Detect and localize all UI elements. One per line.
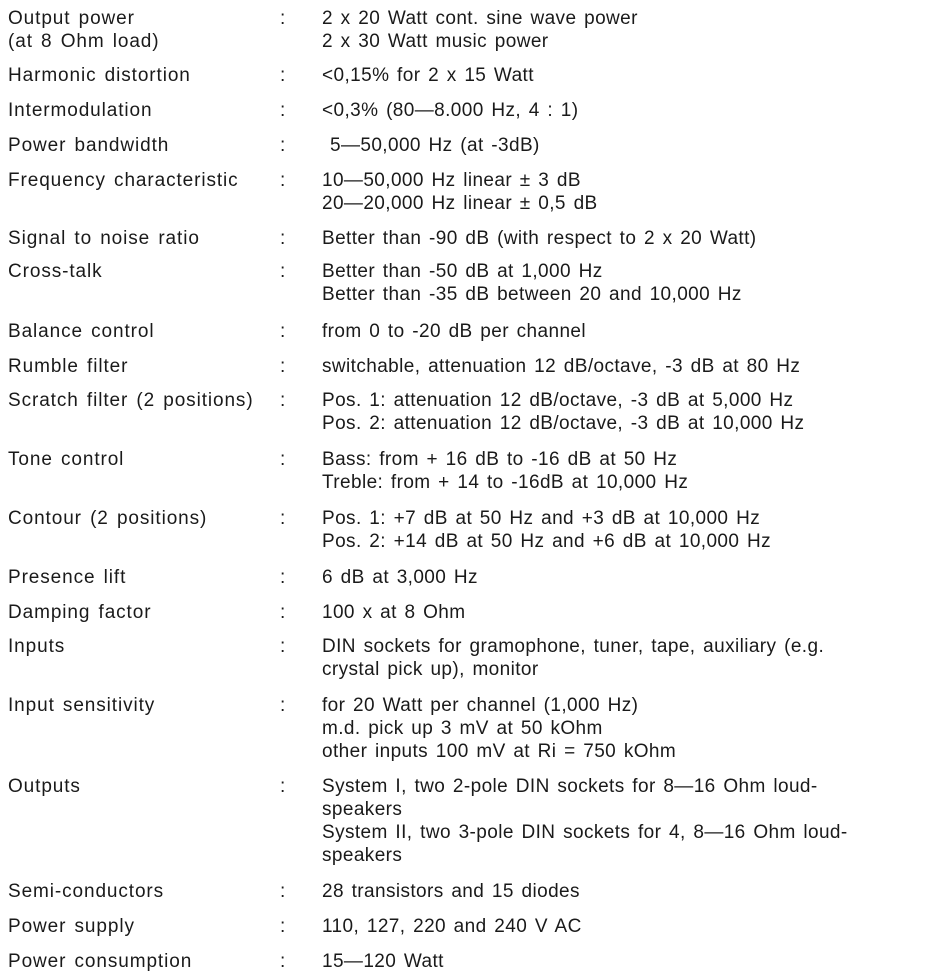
spec-value: System I, two 2-pole DIN sockets for 8—16 Ohm loud- speakers System II, two 3-pole DIN sockets for 4, 8—16 Ohm loud- speakers <box>322 776 848 866</box>
spec-colon: : <box>280 261 286 282</box>
spec-value: 100 x at 8 Ohm <box>322 602 466 623</box>
spec-colon: : <box>280 695 286 716</box>
spec-label: Inputs <box>8 636 66 657</box>
spec-colon: : <box>280 390 286 411</box>
spec-value: Bass: from + 16 dB to -16 dB at 50 Hz Treble: from + 14 to -16dB at 10,000 Hz <box>322 449 689 493</box>
spec-value: <0,3% (80—8.000 Hz, 4 : 1) <box>322 100 579 121</box>
spec-colon: : <box>280 567 286 588</box>
spec-label: Frequency characteristic <box>8 170 239 191</box>
spec-colon: : <box>280 321 286 342</box>
spec-label: Harmonic distortion <box>8 65 191 86</box>
spec-value: 2 x 20 Watt cont. sine wave power 2 x 30 Watt music power <box>322 8 638 52</box>
spec-label: Intermodulation <box>8 100 153 121</box>
spec-value: 10—50,000 Hz linear ± 3 dB 20—20,000 Hz linear ± 0,5 dB <box>322 170 598 214</box>
spec-colon: : <box>280 8 286 29</box>
spec-colon: : <box>280 602 286 623</box>
spec-label: Balance control <box>8 321 155 342</box>
spec-label: Semi-conductors <box>8 881 165 902</box>
spec-colon: : <box>280 776 286 797</box>
spec-label: Outputs <box>8 776 81 797</box>
spec-label: Presence lift <box>8 567 127 588</box>
spec-value: 28 transistors and 15 diodes <box>322 881 580 902</box>
spec-value: <0,15% for 2 x 15 Watt <box>322 65 534 86</box>
spec-value: Pos. 1: attenuation 12 dB/octave, -3 dB at 5,000 Hz Pos. 2: attenuation 12 dB/octave, -3 dB at 10,000 Hz <box>322 390 805 434</box>
spec-value: switchable, attenuation 12 dB/octave, -3 dB at 80 Hz <box>322 356 801 377</box>
spec-label: Input sensitivity <box>8 695 156 716</box>
spec-value: 5—50,000 Hz (at -3dB) <box>330 135 540 156</box>
spec-label: Rumble filter <box>8 356 129 377</box>
spec-label: Signal to noise ratio <box>8 228 200 249</box>
spec-colon: : <box>280 449 286 470</box>
spec-colon: : <box>280 228 286 249</box>
spec-value: DIN sockets for gramophone, tuner, tape, auxiliary (e.g. crystal pick up), monitor <box>322 636 825 680</box>
spec-colon: : <box>280 65 286 86</box>
spec-label: Damping factor <box>8 602 152 623</box>
spec-value: 15—120 Watt <box>322 951 444 972</box>
spec-colon: : <box>280 100 286 121</box>
spec-colon: : <box>280 508 286 529</box>
spec-value: from 0 to -20 dB per channel <box>322 321 587 342</box>
spec-label: Contour (2 positions) <box>8 508 208 529</box>
spec-label: Tone control <box>8 449 125 470</box>
spec-value: Better than -90 dB (with respect to 2 x 20 Watt) <box>322 228 757 249</box>
spec-label: Output power (at 8 Ohm load) <box>8 8 160 52</box>
spec-colon: : <box>280 135 286 156</box>
spec-value: for 20 Watt per channel (1,000 Hz) m.d. pick up 3 mV at 50 kOhm other inputs 100 mV at Ri = 750 kOhm <box>322 695 677 762</box>
spec-colon: : <box>280 170 286 191</box>
spec-value: Better than -50 dB at 1,000 Hz Better than -35 dB between 20 and 10,000 Hz <box>322 261 742 305</box>
spec-colon: : <box>280 951 286 972</box>
spec-label: Power consumption <box>8 951 193 972</box>
spec-colon: : <box>280 916 286 937</box>
spec-value: 6 dB at 3,000 Hz <box>322 567 478 588</box>
spec-colon: : <box>280 881 286 902</box>
spec-value: 110, 127, 220 and 240 V AC <box>322 916 582 937</box>
spec-colon: : <box>280 356 286 377</box>
spec-label: Power bandwidth <box>8 135 170 156</box>
spec-label: Power supply <box>8 916 135 937</box>
spec-label: Scratch filter (2 positions) <box>8 390 254 411</box>
spec-value: Pos. 1: +7 dB at 50 Hz and +3 dB at 10,000 Hz Pos. 2: +14 dB at 50 Hz and +6 dB at 10,000 Hz <box>322 508 772 552</box>
spec-label: Cross-talk <box>8 261 103 282</box>
spec-colon: : <box>280 636 286 657</box>
